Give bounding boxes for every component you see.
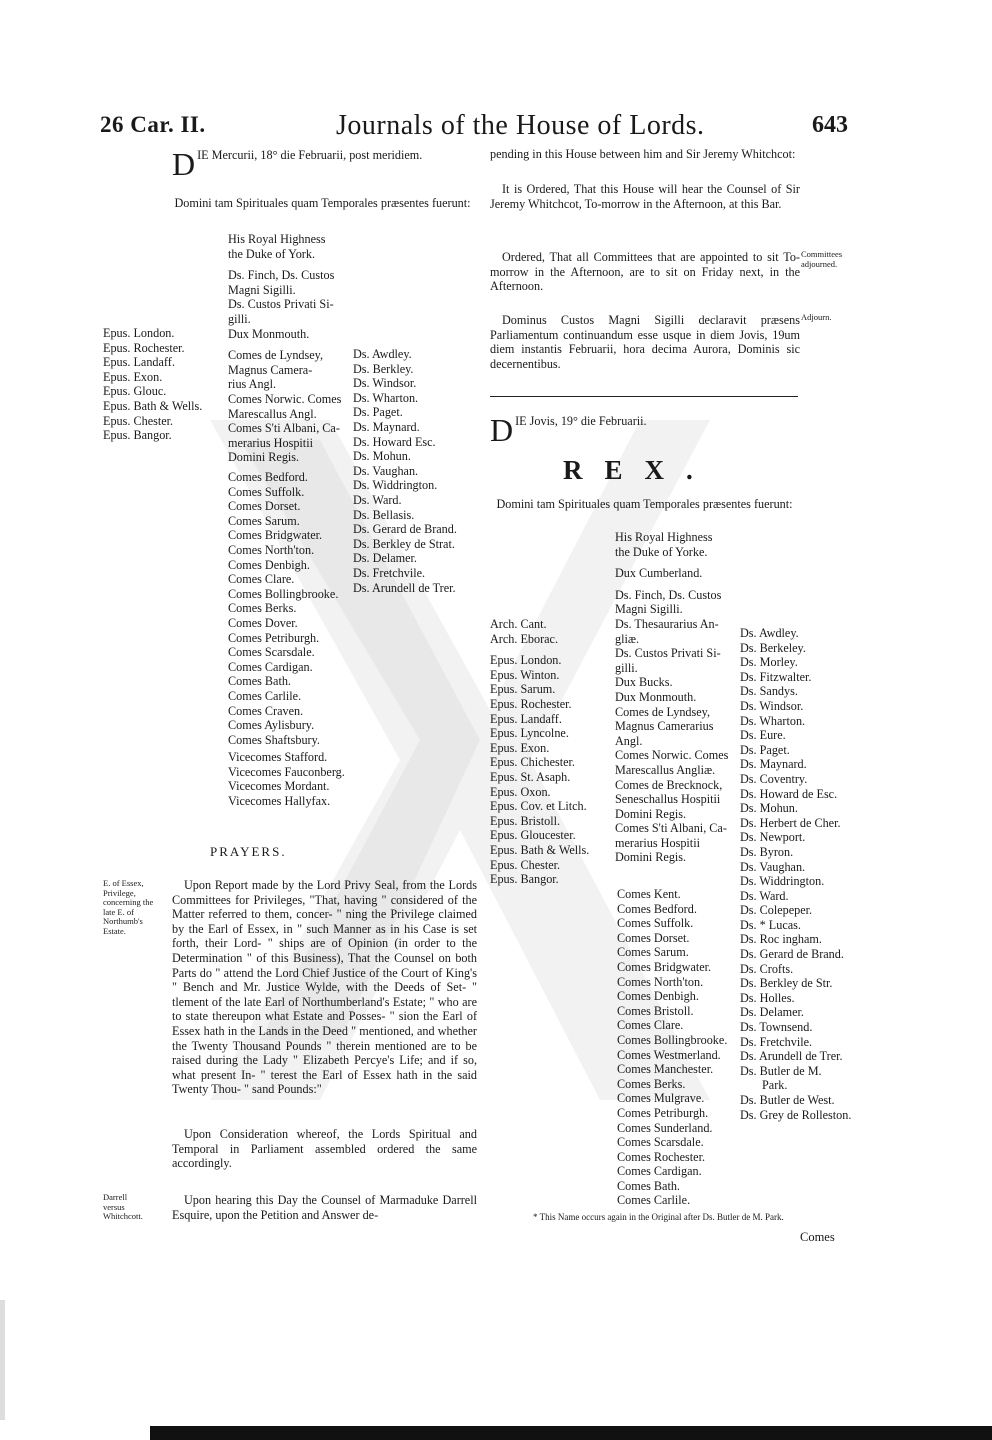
officer-entry: Marescallus Angl. bbox=[228, 406, 317, 421]
bishop-entry: Epus. Rochester. bbox=[103, 340, 185, 355]
vicecomes-entry: Vicecomes Fauconberg. bbox=[228, 764, 345, 779]
vicecomes-entry: Vicecomes Hallyfax. bbox=[228, 793, 331, 808]
officer-entry: Ds. Finch, Ds. Custos bbox=[615, 587, 722, 602]
session-date-19-feb bbox=[490, 412, 790, 448]
baron-entry: Ds. Coventry. bbox=[740, 771, 808, 786]
vicecomites-list bbox=[228, 750, 358, 808]
baron-entry: Ds. Delamer. bbox=[740, 1005, 804, 1020]
baron-entry: Ds. Paget. bbox=[353, 405, 403, 420]
officer-entry: Comes Norwic. Comes bbox=[615, 748, 729, 763]
scan-edge bbox=[0, 1300, 5, 1420]
clergy-entry: Epus. Exon. bbox=[490, 740, 550, 755]
baron-entry: Ds. Berkley. bbox=[353, 361, 414, 376]
margin-line: Privilege, bbox=[103, 887, 136, 898]
margin-line: adjourned. bbox=[801, 258, 838, 269]
baron-entry: Ds. Fitzwalter. bbox=[740, 669, 812, 684]
rex-heading: REX. bbox=[563, 455, 715, 485]
prayers-heading: PRAYERS. bbox=[210, 844, 287, 859]
officer-entry: Angl. bbox=[615, 733, 643, 748]
page-header-left: 26 Car. II. bbox=[100, 112, 206, 137]
session-date-18-feb bbox=[172, 146, 472, 182]
baron-entry: Ds. Butler de M. bbox=[740, 1063, 822, 1078]
baron-entry: Ds. Fretchvile. bbox=[740, 1034, 813, 1049]
comes-entry: Comes Shaftsbury. bbox=[228, 732, 320, 747]
margin-line: versus bbox=[103, 1201, 125, 1212]
baron-entry: Ds. Delamer. bbox=[353, 551, 417, 566]
comes-entry: Comes Carlile. bbox=[617, 1193, 691, 1208]
ordered-counsel-paragraph: It is Ordered, That this House will hear the Counsel of Sir Jeremy Whitchcot, To-morrow in the Afternoon, at this Bar. bbox=[490, 182, 800, 211]
bishop-entry: Epus. Bangor. bbox=[103, 428, 172, 443]
essex-report-paragraph: Upon Report made by the Lord Privy Seal, from the Lords Committees for Privileges, "That, having " considered of the Matter referred to them, concer- " ning the Privilege claimed by the Earl of Essex, in " such Manner as in his Case is set forth, their Lord- " ships are of Opinion (in order to the Determination " of this Business), That the Counsel on both Parts do " attend the Lord Chief Justice of the Court of King's " Bench and Mr. Justice Wylde, with the Deeds of Set- " tlement of the late Earl of Northumberland's Estate; " who are to state thereupon what Estate and Posses- " sion the Earl of Essex hath in the Lands in the Deed " mentioned, and whether the Twenty Thousand Pounds " therein mentioned are to be raised during the Lady " Elizabeth Percye's Life; and if so, what present In- " terest the Earl of Essex hath in the said Twenty Thou- " sand Pounds:" bbox=[172, 878, 477, 1097]
margin-line: Northumb's bbox=[103, 916, 143, 926]
comes-entry: Comes Scarsdale. bbox=[228, 645, 315, 660]
baron-entry: Ds. Mohun. bbox=[740, 801, 798, 816]
officer-entry: Magni Sigilli. bbox=[615, 602, 683, 617]
comes-entry: Comes Bollingbrooke. bbox=[617, 1032, 728, 1047]
barons-list bbox=[353, 347, 478, 595]
presentes-line-2: Domini tam Spirituales quam Temporales præsentes fuerunt: bbox=[496, 497, 793, 511]
clergy-entry: Epus. Rochester. bbox=[490, 696, 572, 711]
officer-entry: His Royal Highness bbox=[228, 232, 326, 246]
scan-bottom-edge bbox=[150, 1426, 992, 1440]
clergy-entry: Epus. Oxon. bbox=[490, 784, 551, 799]
baron-entry: Ds. Ward. bbox=[740, 888, 789, 903]
comes-entry: Comes Bath. bbox=[228, 674, 291, 689]
officer-entry: Magni Sigilli. bbox=[228, 282, 296, 297]
baron-entry: Ds. Eure. bbox=[740, 728, 786, 743]
comes-entry: Comes Cardigan. bbox=[617, 1164, 702, 1179]
bishop-entry: Epus. Exon. bbox=[103, 369, 163, 384]
comes-entry: Comes Westmerland. bbox=[617, 1047, 721, 1062]
comes-entry: Comes Denbigh. bbox=[228, 557, 310, 572]
officer-entry: Comes S'ti Albani, Ca- bbox=[615, 821, 727, 836]
adjournment-paragraph: Dominus Custos Magni Sigilli declaravit præsens Parliamentum continuandum esse usque in diem Jovis, 19um diem instantis Februarii, hora decima Aurora, Dominis sic decernentibus. bbox=[490, 313, 800, 371]
comes-entry: Comes Mulgrave. bbox=[617, 1091, 705, 1106]
comes-entry: Comes Bridgwater. bbox=[617, 959, 712, 974]
comes-entry: Comes Sunderland. bbox=[617, 1120, 713, 1135]
comes-entry: Comes Dorset. bbox=[228, 499, 301, 514]
vicecomes-entry: Vicecomes Stafford. bbox=[228, 750, 328, 764]
baron-entry: Ds. * Lucas. bbox=[740, 917, 801, 932]
baron-entry: Ds. Vaughan. bbox=[353, 463, 419, 478]
baron-entry: Ds. Arundell de Trer. bbox=[740, 1049, 843, 1064]
comites-list-2 bbox=[617, 887, 742, 1208]
baron-entry: Ds. Roc ingham. bbox=[740, 932, 822, 947]
comes-entry: Comes Manchester. bbox=[617, 1062, 714, 1077]
session-date-text: IE Jovis, 19° die Februarii. bbox=[515, 414, 647, 428]
comes-entry: Comes Dover. bbox=[228, 615, 298, 630]
officer-entry: Comes Norwic. Comes bbox=[228, 391, 342, 406]
comes-entry: Comes Cardigan. bbox=[228, 659, 313, 674]
baron-entry: Ds. Townsend. bbox=[740, 1020, 813, 1035]
baron-entry: Ds. Morley. bbox=[740, 655, 798, 670]
margin-note-adjourn: Adjourn. bbox=[801, 312, 832, 322]
page-number: 643 bbox=[812, 112, 848, 138]
officer-entry: Comes de Lyndsey, bbox=[228, 348, 324, 363]
officers-list bbox=[228, 232, 356, 465]
baron-entry: Ds. Sandys. bbox=[740, 684, 798, 699]
clergy-entry: Epus. Gloucester. bbox=[490, 828, 576, 843]
clergy-entry: Epus. Bangor. bbox=[490, 872, 559, 887]
comes-entry: Comes Petriburgh. bbox=[228, 630, 320, 645]
baron-entry: Ds. Byron. bbox=[740, 844, 794, 859]
page-header-title: Journals of the House of Lords. bbox=[336, 110, 705, 141]
baron-entry: Ds. Mohun. bbox=[353, 449, 411, 464]
baron-entry: Ds. Wharton. bbox=[740, 713, 806, 728]
session-date-text: IE Mercurii, 18° die Februarii, post meridiem. bbox=[197, 148, 423, 162]
officer-entry: Domini Regis. bbox=[615, 806, 687, 821]
comes-entry: Comes Bath. bbox=[617, 1178, 680, 1193]
baron-entry: Ds. Berkley de Strat. bbox=[353, 536, 455, 551]
officer-entry: Magnus Camera- bbox=[228, 362, 313, 377]
officer-entry: the Duke of Yorke. bbox=[615, 544, 708, 559]
clergy-entry: Arch. Eborac. bbox=[490, 631, 559, 646]
officer-entry: Ds. Custos Privati Si- bbox=[228, 297, 334, 312]
baron-entry: Ds. Maynard. bbox=[740, 757, 807, 772]
comes-entry: Comes Denbigh. bbox=[617, 989, 699, 1004]
ordered-committees-paragraph: Ordered, That all Committees that are appointed to sit To-morrow in the Afternoon, are to sit on Friday next, in the Afternoon. bbox=[490, 250, 800, 294]
officer-entry: Dux Monmouth. bbox=[615, 689, 697, 704]
officer-entry: Ds. Custos Privati Si- bbox=[615, 646, 721, 661]
officer-entry: Domini Regis. bbox=[228, 450, 300, 465]
margin-line: Committees bbox=[801, 249, 843, 259]
baron-entry: Ds. Maynard. bbox=[353, 419, 420, 434]
officer-entry: Comes de Brecknock, bbox=[615, 777, 723, 792]
margin-line: Whitchcott. bbox=[103, 1211, 143, 1221]
comes-entry: Comes Carlile. bbox=[228, 688, 302, 703]
margin-line: late E. of bbox=[103, 906, 134, 917]
baron-entry: Ds. Howard Esc. bbox=[353, 434, 436, 449]
baron-entry: Ds. Colepeper. bbox=[740, 903, 813, 918]
bishop-entry: Epus. Chester. bbox=[103, 413, 174, 428]
baron-entry: Ds. Butler de West. bbox=[740, 1093, 835, 1107]
baron-entry: Ds. Holles. bbox=[740, 990, 795, 1005]
margin-line: E. of Essex, bbox=[103, 878, 144, 888]
baron-entry: Ds. Howard de Esc. bbox=[740, 786, 838, 801]
clergy-entry: Epus. London. bbox=[490, 653, 562, 668]
margin-line: Darrell bbox=[103, 1192, 128, 1202]
baron-entry: Ds. Crofts. bbox=[740, 961, 794, 976]
comes-entry: Comes Craven. bbox=[228, 703, 304, 718]
clergy-entry: Epus. Landaff. bbox=[490, 711, 562, 726]
clergy-entry: Epus. St. Asaph. bbox=[490, 769, 571, 784]
baron-entry: Ds. Widdrington. bbox=[740, 874, 825, 889]
officer-entry: Domini Regis. bbox=[615, 850, 687, 865]
comes-entry: Comes Bedford. bbox=[228, 470, 308, 484]
footnote: * This Name occurs again in the Original after Ds. Butler de M. Park. bbox=[533, 1212, 784, 1222]
clergy-entry: Epus. Winton. bbox=[490, 667, 560, 682]
comes-entry: Comes Aylisbury. bbox=[228, 718, 315, 733]
officer-entry: Seneschallus Hospitii bbox=[615, 792, 721, 807]
darrell-paragraph: Upon hearing this Day the Counsel of Marmaduke Darrell Esquire, upon the Petition and Answer de- bbox=[172, 1193, 477, 1222]
catchword: Comes bbox=[800, 1230, 835, 1244]
clergy-entry: Epus. Bath & Wells. bbox=[490, 842, 590, 857]
margin-note-committees bbox=[801, 250, 861, 269]
officer-entry: His Royal Highness bbox=[615, 530, 713, 544]
baron-entry: Ds. Wharton. bbox=[353, 390, 419, 405]
officer-entry: gilli. bbox=[615, 660, 638, 675]
clergy-entry: Arch. Cant. bbox=[490, 617, 547, 631]
clergy-entry: Epus. Cov. et Litch. bbox=[490, 799, 587, 814]
comes-entry: Comes Rochester. bbox=[617, 1149, 706, 1164]
baron-entry: Ds. Bellasis. bbox=[353, 507, 415, 522]
clergy-entry: Epus. Lyncolne. bbox=[490, 726, 569, 741]
baron-entry: Ds. Paget. bbox=[740, 742, 790, 757]
officers-list-2 bbox=[615, 530, 740, 865]
comes-entry: Comes Bedford. bbox=[617, 901, 697, 916]
baron-entry: Ds. Awdley. bbox=[740, 626, 799, 640]
comes-entry: Comes Berks. bbox=[617, 1076, 686, 1091]
baron-entry: Ds. Vaughan. bbox=[740, 859, 806, 874]
baron-entry: Ds. Arundell de Trer. bbox=[353, 580, 456, 595]
baron-entry: Ds. Herbert de Cher. bbox=[740, 815, 841, 830]
comes-entry: Comes North'ton. bbox=[617, 974, 704, 989]
comes-entry: Comes Clare. bbox=[228, 572, 295, 587]
baron-entry: Ds. Ward. bbox=[353, 492, 402, 507]
baron-entry: Ds. Newport. bbox=[740, 830, 806, 845]
baron-entry: Ds. Awdley. bbox=[353, 347, 412, 361]
bishop-entry: Epus. Bath & Wells. bbox=[103, 398, 203, 413]
comes-entry: Comes Suffolk. bbox=[228, 484, 305, 499]
vicecomes-entry: Vicecomes Mordant. bbox=[228, 779, 330, 794]
comes-entry: Comes Bridgwater. bbox=[228, 528, 323, 543]
comes-entry: Comes Petriburgh. bbox=[617, 1105, 709, 1120]
comes-entry: Comes Berks. bbox=[228, 601, 297, 616]
margin-note-darrell bbox=[103, 1193, 173, 1222]
officer-entry: merarius Hospitii bbox=[228, 435, 313, 450]
comes-entry: Comes Bollingbrooke. bbox=[228, 586, 339, 601]
clergy-entry: Epus. Bristoll. bbox=[490, 813, 561, 828]
consideration-paragraph: Upon Consideration whereof, the Lords Spiritual and Temporal in Parliament assembled ordered the same accordingly. bbox=[172, 1127, 477, 1171]
baron-entry: Ds. Berkeley. bbox=[740, 640, 806, 655]
officer-entry: gilli. bbox=[228, 311, 251, 326]
officer-entry: Ds. Finch, Ds. Custos bbox=[228, 268, 335, 283]
baron-entry: Ds. Fretchvile. bbox=[353, 565, 426, 580]
presentes-line: Domini tam Spirituales quam Temporales præsentes fuerunt: bbox=[174, 196, 471, 210]
comes-entry: Comes Clare. bbox=[617, 1018, 684, 1033]
barons-list-2 bbox=[740, 626, 865, 1122]
officer-entry: rius Angl. bbox=[228, 377, 277, 392]
officer-entry: merarius Hospitii bbox=[615, 835, 700, 850]
baron-entry: Ds. Windsor. bbox=[353, 376, 417, 391]
margin-line: concerning the bbox=[103, 897, 154, 907]
officer-entry: Dux Monmouth. bbox=[228, 326, 310, 341]
baron-entry: Ds. Windsor. bbox=[740, 698, 804, 713]
officer-entry: Marescallus Angliæ. bbox=[615, 762, 716, 777]
baron-entry: Ds. Berkley de Str. bbox=[740, 976, 833, 991]
baron-entry: Park. bbox=[762, 1078, 788, 1093]
bishop-entry: Epus. London. bbox=[103, 326, 175, 340]
officer-entry: gliæ. bbox=[615, 631, 640, 646]
clergy-list bbox=[490, 617, 615, 887]
comes-entry: Comes Sarum. bbox=[617, 945, 689, 960]
officer-entry: Dux Cumberland. bbox=[615, 566, 703, 581]
drop-cap: D bbox=[172, 146, 196, 182]
clergy-entry: Epus. Chichester. bbox=[490, 755, 575, 770]
bishops-list bbox=[103, 326, 231, 443]
officer-entry: Magnus Camerarius bbox=[615, 719, 714, 734]
clergy-entry: Epus. Chester. bbox=[490, 857, 561, 872]
comes-entry: Comes Bristoll. bbox=[617, 1003, 694, 1018]
section-divider bbox=[490, 396, 798, 397]
baron-entry: Ds. Gerard de Brand. bbox=[353, 522, 457, 537]
comes-entry: Comes North'ton. bbox=[228, 542, 315, 557]
officer-entry: Ds. Thesaurarius An- bbox=[615, 616, 719, 631]
comites-list bbox=[228, 470, 356, 747]
comes-entry: Comes Sarum. bbox=[228, 513, 300, 528]
continuation-paragraph: pending in this House between him and Sir Jeremy Whitchcot: bbox=[490, 147, 796, 161]
comes-entry: Comes Scarsdale. bbox=[617, 1135, 704, 1150]
comes-entry: Comes Dorset. bbox=[617, 930, 690, 945]
drop-cap: D bbox=[490, 412, 514, 448]
baron-entry: Ds. Gerard de Brand. bbox=[740, 947, 844, 962]
baron-entry: Ds. Grey de Rolleston. bbox=[740, 1107, 852, 1122]
comes-entry: Comes Kent. bbox=[617, 887, 681, 901]
bishop-entry: Epus. Glouc. bbox=[103, 384, 167, 399]
margin-note-essex bbox=[103, 879, 173, 936]
comes-entry: Comes Suffolk. bbox=[617, 916, 694, 931]
officer-entry: the Duke of York. bbox=[228, 246, 316, 261]
officer-entry: Comes S'ti Albani, Ca- bbox=[228, 421, 340, 436]
clergy-entry: Epus. Sarum. bbox=[490, 682, 556, 697]
margin-line: Estate. bbox=[103, 925, 126, 936]
baron-entry: Ds. Widdrington. bbox=[353, 478, 438, 493]
bishop-entry: Epus. Landaff. bbox=[103, 355, 175, 370]
officer-entry: Comes de Lyndsey, bbox=[615, 704, 711, 719]
officer-entry: Dux Bucks. bbox=[615, 675, 673, 690]
